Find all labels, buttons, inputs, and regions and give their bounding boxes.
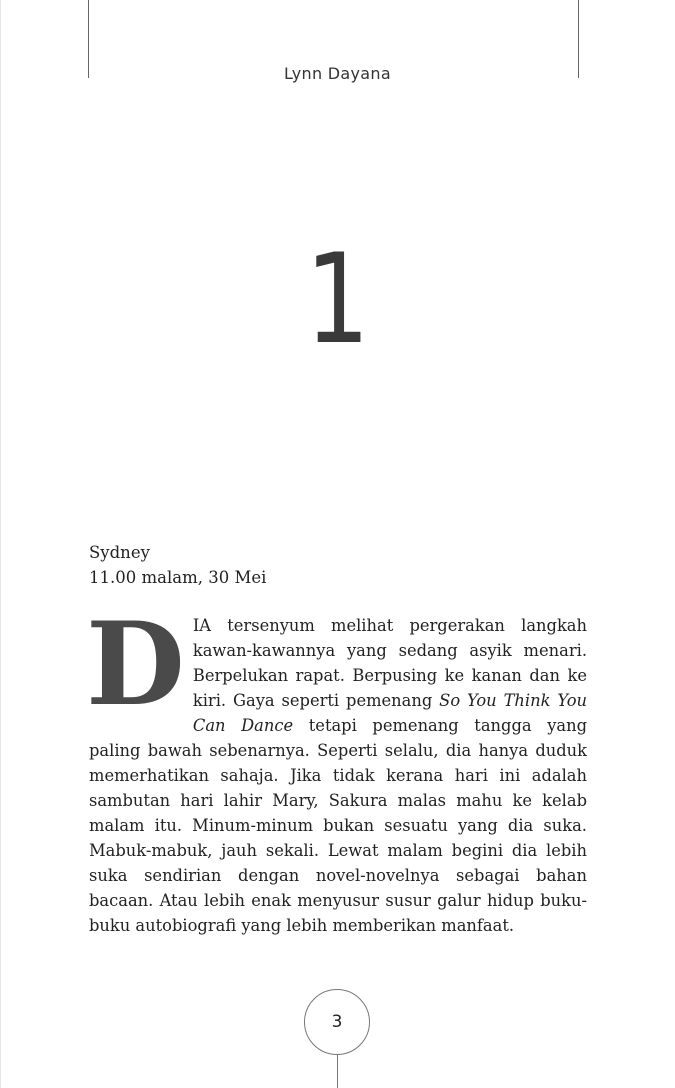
- setting-time: 11.00 malam, 30 Mei: [89, 568, 267, 587]
- chapter-number: 1: [305, 228, 370, 372]
- chapter-body-paragraph: [86, 597, 588, 938]
- setting-place: Sydney: [89, 543, 150, 562]
- italic-show-title: So You Think You Can Dance: [192, 691, 587, 735]
- footer-rule: [337, 1054, 338, 1088]
- page-edge: [0, 0, 1, 1088]
- body-text-part-2: tetapi pemenang tangga yang paling bawah sebenarnya. Seperti selalu, dia hanya duduk memerhatikan sahaja. Jika tidak kerana hari ini adalah sambutan hari lahir Mary, Sakura malas mahu ke kelab malam itu. Minum-minum bukan sesuatu yang dia suka. Mabuk-mabuk, jauh sekali. Lewat malam begini dia lebih suka sendirian dengan novel-novelnya sebagai bahan bacaan. Atau lebih enak menyusur susur galur hidup buku-buku autobiografi yang lebih memberikan manfaat.: [89, 716, 588, 935]
- running-header-author: Lynn Dayana: [284, 64, 391, 83]
- chapter-setting: [89, 540, 589, 590]
- body-text-part-1: IA tersenyum melihat pergerakan langkah kawan-kawannya yang sedang asyik menari. Berpelukan rapat. Berpusing ke kanan dan ke kiri. Gaya seperti pemenang: [192, 616, 587, 710]
- page-number-badge: [304, 989, 370, 1055]
- page-number: 3: [331, 1012, 343, 1032]
- drop-cap: D: [86, 597, 185, 731]
